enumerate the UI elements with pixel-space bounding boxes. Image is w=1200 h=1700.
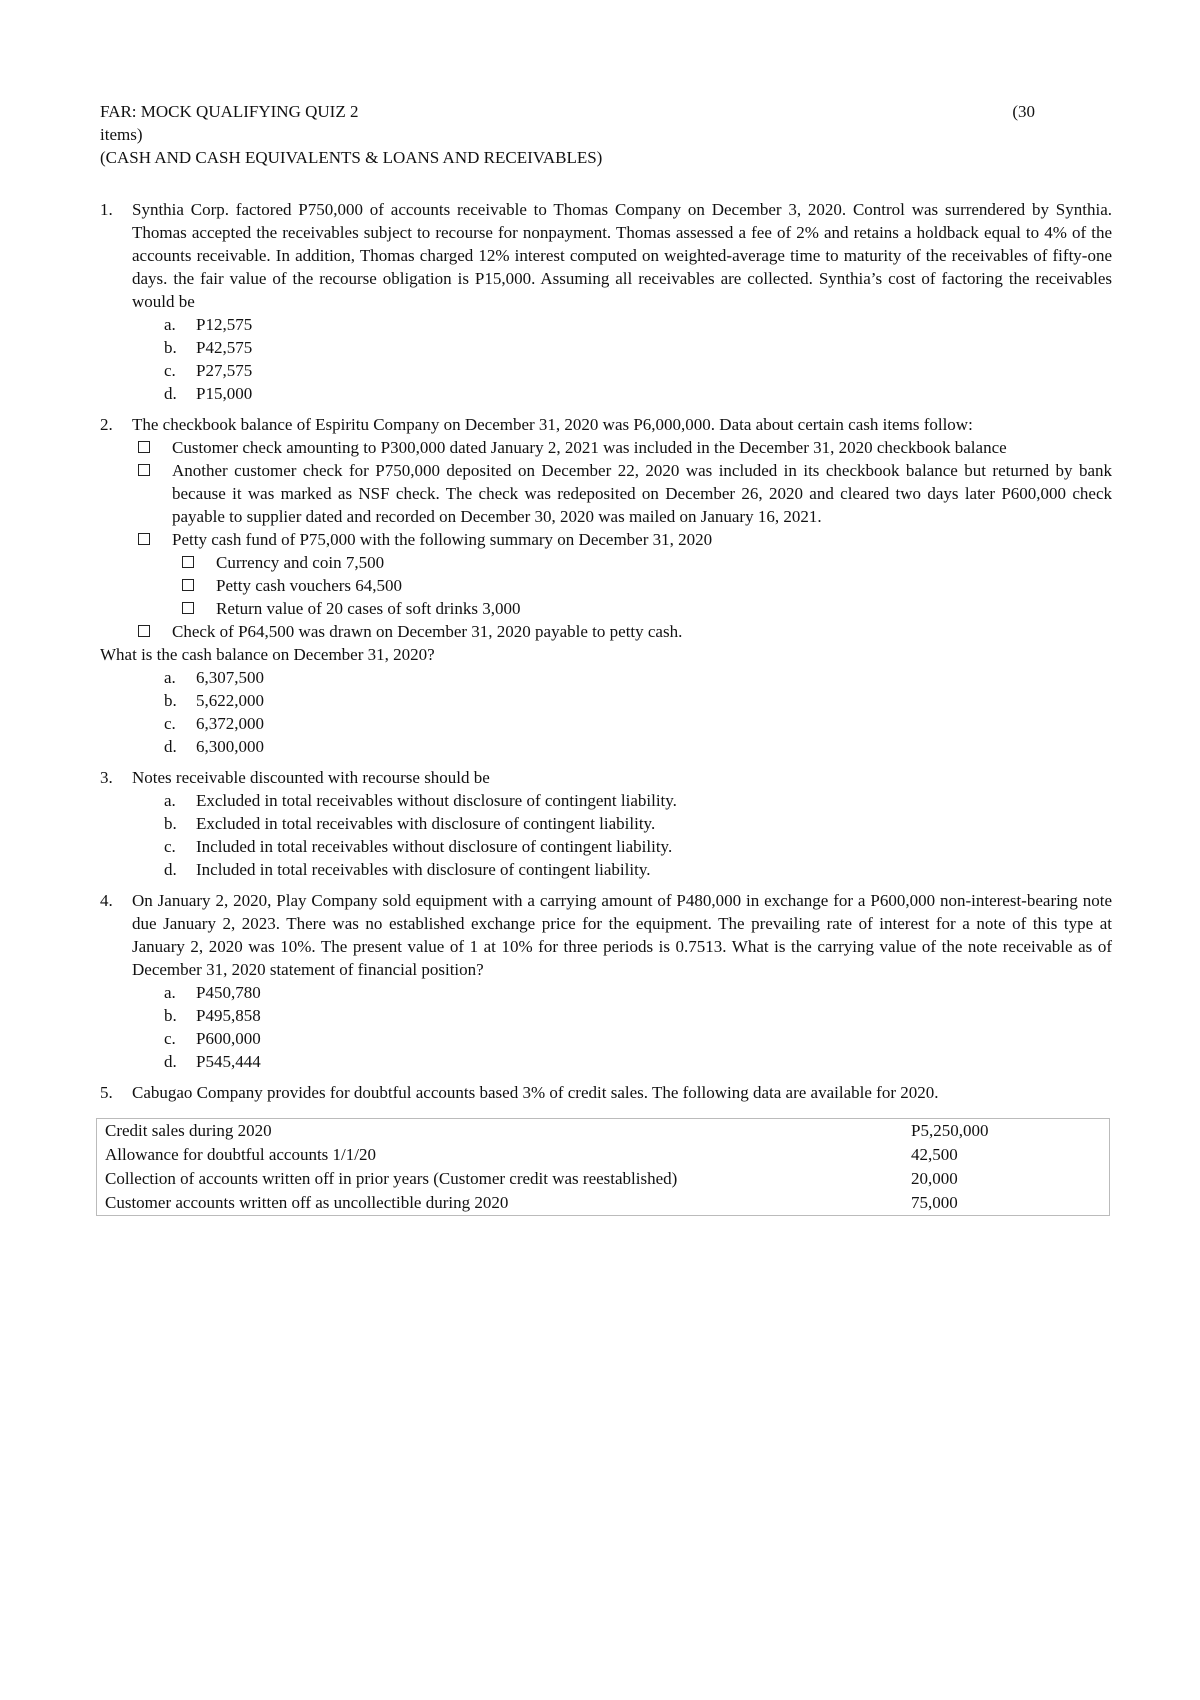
choice-letter: a. bbox=[164, 315, 176, 334]
choice-text: P545,444 bbox=[196, 1052, 261, 1071]
choice-item bbox=[164, 666, 1112, 689]
choice-item bbox=[164, 1027, 1112, 1050]
choice-item bbox=[164, 858, 1112, 881]
square-bullet-icon bbox=[138, 533, 150, 545]
choice-item bbox=[164, 812, 1112, 835]
choice-item bbox=[164, 735, 1112, 758]
quiz-header bbox=[100, 100, 1035, 169]
choice-letter: b. bbox=[164, 814, 177, 833]
table-cell-label: Allowance for doubtful accounts 1/1/20 bbox=[105, 1145, 376, 1164]
bullet-text: Check of P64,500 was drawn on December 31, 2020 payable to petty cash. bbox=[172, 622, 683, 641]
question-number: 2. bbox=[100, 415, 113, 434]
choice-letter: d. bbox=[164, 1052, 177, 1071]
sub-bullet-item bbox=[176, 597, 1112, 620]
bullet-item bbox=[132, 528, 1112, 551]
question-number: 1. bbox=[100, 200, 113, 219]
choice-letter: c. bbox=[164, 361, 176, 380]
choice-item bbox=[164, 789, 1112, 812]
question-4 bbox=[100, 889, 1112, 1073]
table-row bbox=[97, 1191, 1110, 1216]
choice-letter: a. bbox=[164, 791, 176, 810]
choice-letter: c. bbox=[164, 714, 176, 733]
choice-text: P450,780 bbox=[196, 983, 261, 1002]
choice-list bbox=[132, 313, 1112, 405]
choice-text: 6,307,500 bbox=[196, 668, 264, 687]
choice-item bbox=[164, 359, 1112, 382]
choice-text: P42,575 bbox=[196, 338, 253, 357]
table-row bbox=[97, 1119, 1110, 1144]
square-bullet-icon bbox=[138, 625, 150, 637]
choice-text: Excluded in total receivables with disclosure of contingent liability. bbox=[196, 814, 656, 833]
question-stem: What is the cash balance on December 31, 2020? bbox=[100, 645, 435, 664]
table-row bbox=[97, 1143, 1110, 1167]
item-count-close: items) bbox=[100, 125, 143, 144]
question-text: Notes receivable discounted with recourse should be bbox=[132, 768, 490, 787]
choice-text: 6,372,000 bbox=[196, 714, 264, 733]
question-text: The checkbook balance of Espiritu Company on December 31, 2020 was P6,000,000. Data about certain cash items follow: bbox=[132, 415, 973, 434]
table-row bbox=[97, 1167, 1110, 1191]
data-table bbox=[96, 1118, 1110, 1216]
square-bullet-icon bbox=[182, 579, 194, 591]
sub-bullet-item bbox=[176, 574, 1112, 597]
table-cell-value: 42,500 bbox=[911, 1145, 958, 1164]
quiz-title: FAR: MOCK QUALIFYING QUIZ 2 bbox=[100, 102, 359, 121]
sub-bullet-item bbox=[176, 551, 1112, 574]
table-cell-value: 20,000 bbox=[911, 1169, 958, 1188]
choice-letter: b. bbox=[164, 691, 177, 710]
choice-letter: c. bbox=[164, 1029, 176, 1048]
choice-letter: d. bbox=[164, 860, 177, 879]
choice-text: Included in total receivables with disclosure of contingent liability. bbox=[196, 860, 651, 879]
choice-text: P495,858 bbox=[196, 1006, 261, 1025]
item-count-open: (30 bbox=[1012, 102, 1035, 121]
choice-text: P27,575 bbox=[196, 361, 253, 380]
sub-bullet-list bbox=[132, 551, 1112, 620]
choice-text: P12,575 bbox=[196, 315, 253, 334]
choice-text: Included in total receivables without disclosure of contingent liability. bbox=[196, 837, 673, 856]
choice-item bbox=[164, 1004, 1112, 1027]
question-5 bbox=[100, 1081, 1112, 1104]
square-bullet-icon bbox=[182, 602, 194, 614]
choice-list bbox=[132, 666, 1112, 758]
table-cell-value: 75,000 bbox=[911, 1193, 958, 1212]
square-bullet-icon bbox=[182, 556, 194, 568]
question-1 bbox=[100, 198, 1112, 405]
square-bullet-icon bbox=[138, 441, 150, 453]
bullet-text: Return value of 20 cases of soft drinks 3,000 bbox=[216, 599, 521, 618]
table-cell-value: P5,250,000 bbox=[911, 1121, 989, 1140]
choice-text: Excluded in total receivables without disclosure of contingent liability. bbox=[196, 791, 677, 810]
table-cell-label: Customer accounts written off as uncollectible during 2020 bbox=[105, 1193, 509, 1212]
choice-item bbox=[164, 712, 1112, 735]
bullet-text: Currency and coin 7,500 bbox=[216, 553, 385, 572]
square-bullet-icon bbox=[138, 464, 150, 476]
question-number: 5. bbox=[100, 1083, 113, 1102]
choice-letter: b. bbox=[164, 1006, 177, 1025]
choice-item bbox=[164, 1050, 1112, 1073]
choice-list bbox=[132, 981, 1112, 1073]
bullet-text: Petty cash vouchers 64,500 bbox=[216, 576, 403, 595]
choice-letter: d. bbox=[164, 737, 177, 756]
choice-item bbox=[164, 689, 1112, 712]
question-text: Synthia Corp. factored P750,000 of accounts receivable to Thomas Company on December 3, 2020. Control was surrendered by Synthia. Thomas accepted the receivables subject to recourse for nonpayment. Thomas assessed a fee of 2% and retains a holdback equal to 4% of the accounts receivable. In addition, Thomas charged 12% interest computed on weighted-average time to maturity of the receivables of fifty-one days. the fair value of the recourse obligation is P15,000. Assuming all receivables are collected. Synthia’s cost of factoring the receivables would be bbox=[132, 200, 1112, 311]
bullet-text: Another customer check for P750,000 deposited on December 22, 2020 was included in its checkbook balance but returned by bank because it was marked as NSF check. The check was redeposited on December 26, 2020 and cleared two days later P600,000 check payable to supplier dated and recorded on December 30, 2020 was mailed on January 16, 2021. bbox=[172, 461, 1112, 526]
bullet-item bbox=[132, 459, 1112, 528]
choice-letter: b. bbox=[164, 338, 177, 357]
choice-item bbox=[164, 981, 1112, 1004]
bullet-item bbox=[132, 620, 1112, 643]
choice-letter: d. bbox=[164, 384, 177, 403]
question-text: Cabugao Company provides for doubtful accounts based 3% of credit sales. The following data are available for 2020. bbox=[132, 1083, 939, 1102]
choice-item bbox=[164, 313, 1112, 336]
question-number: 4. bbox=[100, 891, 113, 910]
choice-text: 6,300,000 bbox=[196, 737, 264, 756]
question-2 bbox=[100, 413, 1112, 758]
choice-list bbox=[132, 789, 1112, 881]
choice-letter: a. bbox=[164, 668, 176, 687]
choice-text: P15,000 bbox=[196, 384, 253, 403]
table-cell-label: Credit sales during 2020 bbox=[105, 1121, 272, 1140]
question-3 bbox=[100, 766, 1112, 881]
choice-item bbox=[164, 336, 1112, 359]
quiz-subtitle: (CASH AND CASH EQUIVALENTS & LOANS AND RECEIVABLES) bbox=[100, 148, 603, 167]
choice-text: P600,000 bbox=[196, 1029, 261, 1048]
choice-item bbox=[164, 835, 1112, 858]
question-list bbox=[100, 198, 1112, 1216]
choice-text: 5,622,000 bbox=[196, 691, 264, 710]
question-number: 3. bbox=[100, 768, 113, 787]
choice-letter: c. bbox=[164, 837, 176, 856]
bullet-text: Customer check amounting to P300,000 dated January 2, 2021 was included in the December 31, 2020 checkbook balance bbox=[172, 438, 1007, 457]
question-text: On January 2, 2020, Play Company sold equipment with a carrying amount of P480,000 in exchange for a P600,000 non-interest-bearing note due January 2, 2023. There was no established exchange price for the equipment. The prevailing rate of interest for a note of this type at January 2, 2020 was 10%. The present value of 1 at 10% for three periods is 0.7513. What is the carrying value of the note receivable as of December 31, 2020 statement of financial position? bbox=[132, 891, 1112, 979]
choice-item bbox=[164, 382, 1112, 405]
bullet-item bbox=[132, 436, 1112, 459]
choice-letter: a. bbox=[164, 983, 176, 1002]
bullet-text: Petty cash fund of P75,000 with the following summary on December 31, 2020 bbox=[172, 530, 713, 549]
table-cell-label: Collection of accounts written off in prior years (Customer credit was reestablished) bbox=[105, 1169, 678, 1188]
